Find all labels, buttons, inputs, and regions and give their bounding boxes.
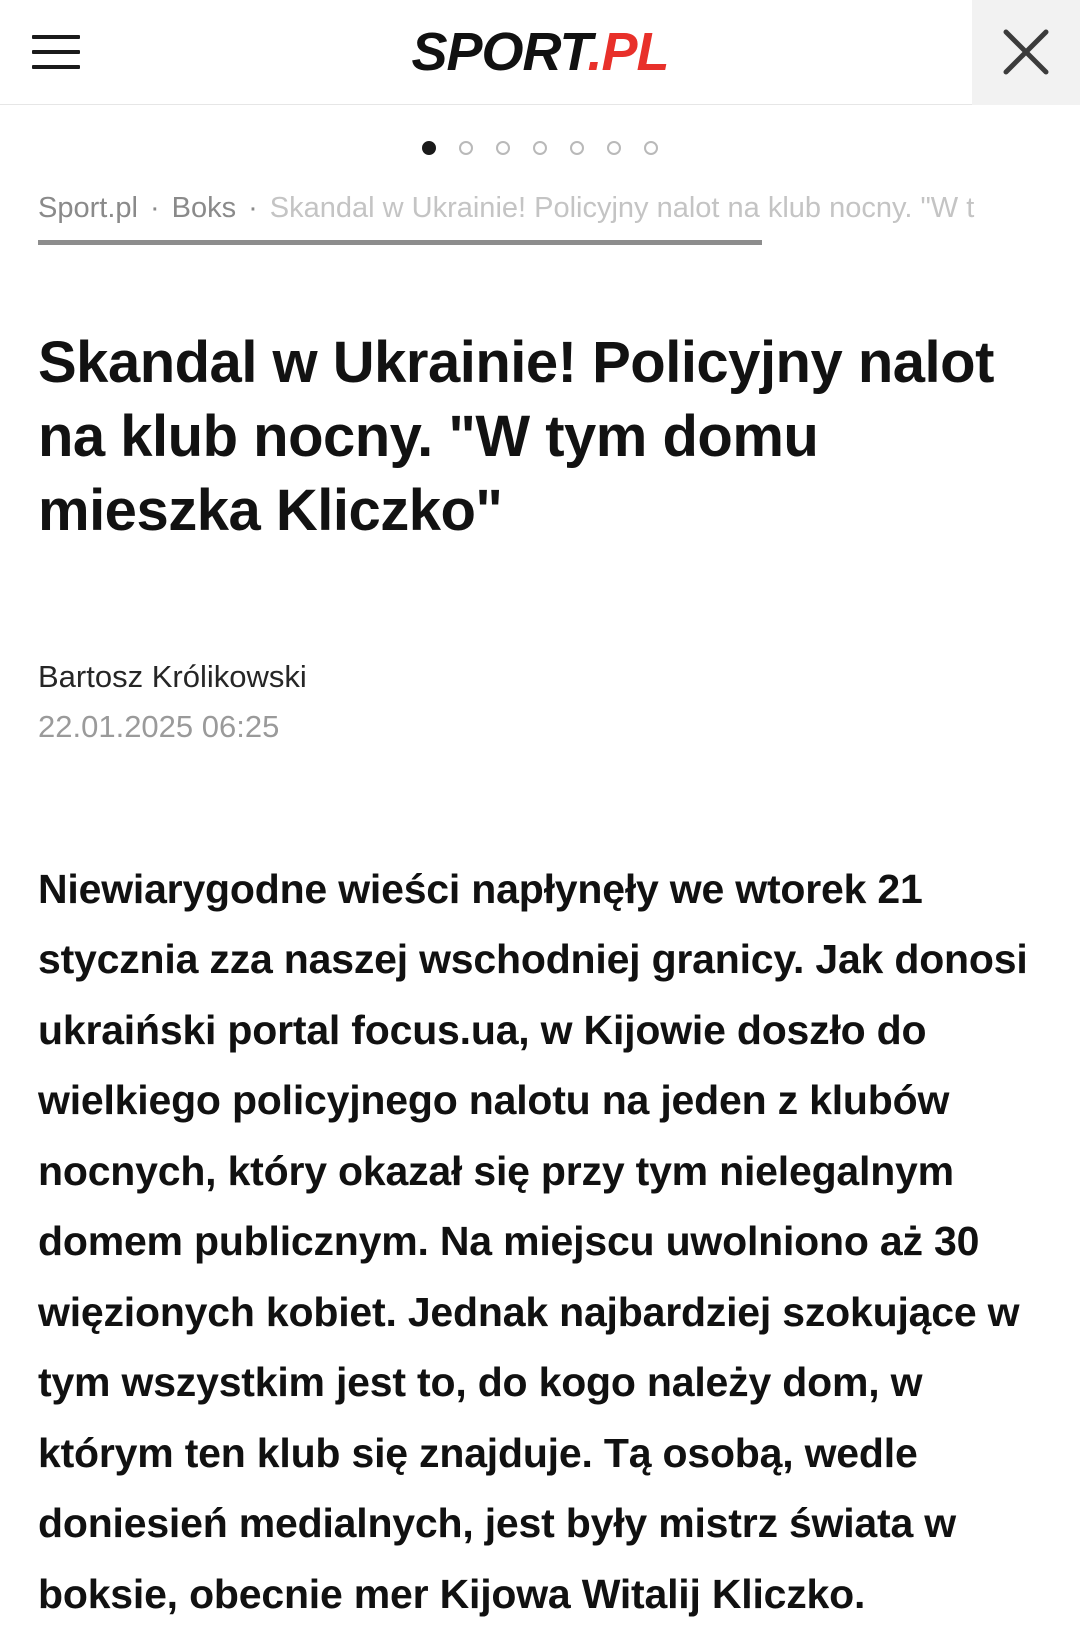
close-button[interactable] <box>972 0 1080 105</box>
carousel-dot-1[interactable] <box>422 141 436 155</box>
site-logo-main: SPORT <box>411 22 588 82</box>
breadcrumb <box>0 191 1080 245</box>
site-logo[interactable] <box>411 22 669 82</box>
breadcrumb-item-current: Skandal w Ukrainie! Policyjny nalot na klub nocny. "W t <box>269 192 975 224</box>
close-icon <box>1000 26 1052 78</box>
carousel-dot-7[interactable] <box>644 141 658 155</box>
hamburger-line <box>32 35 80 39</box>
carousel-pagination[interactable] <box>0 105 1080 191</box>
article-timestamp: 22.01.2025 06:25 <box>38 709 280 745</box>
carousel-dot-6[interactable] <box>607 141 621 155</box>
hamburger-line <box>32 65 80 69</box>
breadcrumb-item-section[interactable]: Boks <box>171 192 237 224</box>
breadcrumb-scroll-indicator[interactable] <box>38 240 762 245</box>
carousel-dot-5[interactable] <box>570 141 584 155</box>
carousel-dot-3[interactable] <box>496 141 510 155</box>
carousel-dot-2[interactable] <box>459 141 473 155</box>
breadcrumb-item-home[interactable]: Sport.pl <box>38 192 138 224</box>
byline <box>0 587 1080 750</box>
site-logo-suffix: .PL <box>587 22 669 82</box>
carousel-dot-4[interactable] <box>533 141 547 155</box>
page-title: Skandal w Ukrainie! Policyjny nalot na klub nocny. "W tym domu mieszka Kliczko" <box>38 329 994 544</box>
hamburger-menu-icon[interactable] <box>0 0 105 105</box>
breadcrumb-separator: · <box>149 192 160 224</box>
site-header <box>0 0 1080 105</box>
article-lead-paragraph: Niewiarygodne wieści napłynęły we wtorek 21 stycznia zza naszej wschodniej granicy. Jak donosi ukraiński portal focus.ua, w Kijowie doszło do wielkiego policyjnego nalotu na jeden z klubów nocnych, który okazał się przy tym nielegalnym domem publicznym. Na miejscu uwolniono aż 30 więzionych kobiet. Jednak najbardziej szokujące w tym wszystkim jest to, do kogo należy dom, w którym ten klub się znajduje. Tą osobą, wedle doniesień medialnych, jest były mistrz świata w boksie, obecnie mer Kijowa Witalij Kliczko. <box>38 865 1028 1617</box>
breadcrumb-separator: · <box>248 192 258 224</box>
breadcrumb-list <box>38 191 1042 240</box>
article-author[interactable]: Bartosz Królikowski <box>38 659 307 695</box>
hamburger-line <box>32 50 80 54</box>
